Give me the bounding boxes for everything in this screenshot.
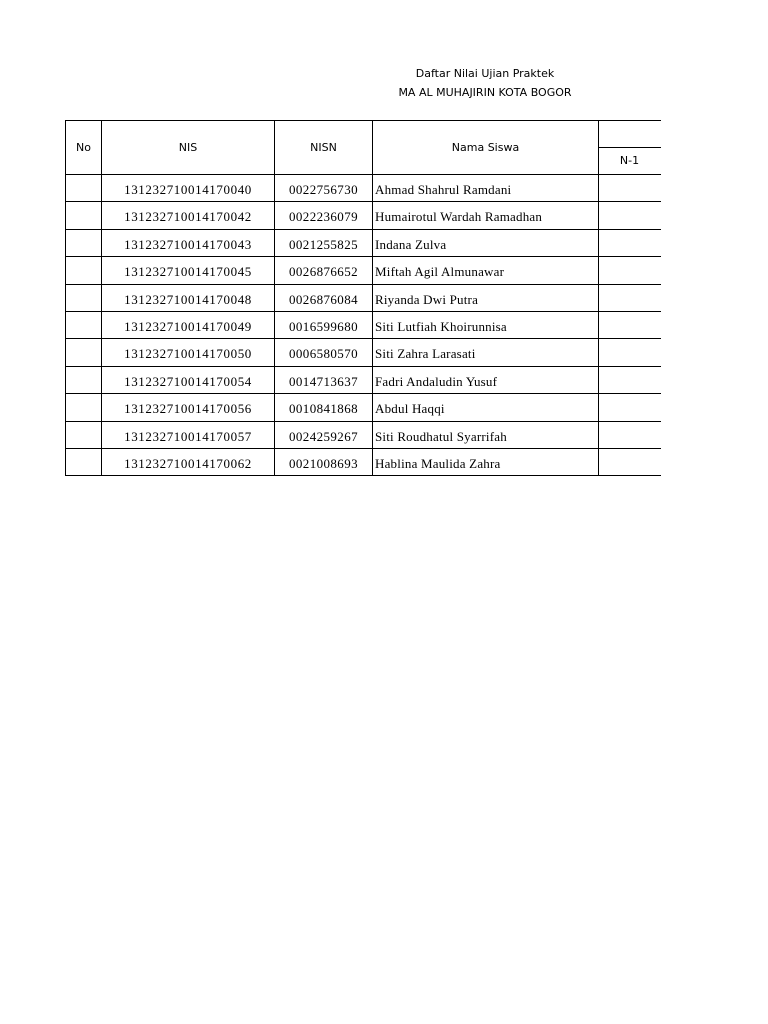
nis-cell: 131232710014170043 [124, 236, 252, 252]
row-divider [65, 256, 661, 257]
nisn-cell: 0010841868 [289, 400, 358, 416]
row-divider [65, 284, 661, 285]
row-divider [65, 201, 661, 202]
school-name: MA AL MUHAJIRIN KOTA BOGOR [398, 86, 572, 99]
row-divider [65, 421, 661, 422]
student-name-cell: Abdul Haqqi [375, 400, 445, 416]
nis-cell: 131232710014170057 [124, 428, 252, 444]
student-name-cell: Siti Roudhatul Syarrifah [375, 428, 507, 444]
row-divider [65, 393, 661, 394]
student-name-cell: Ahmad Shahrul Ramdani [375, 181, 512, 197]
column-divider [101, 120, 102, 476]
student-name-cell: Siti Zahra Larasati [375, 345, 476, 361]
nisn-cell: 0026876084 [289, 291, 358, 307]
nis-cell: 131232710014170048 [124, 291, 252, 307]
header-no: No [76, 141, 91, 154]
row-divider [65, 366, 661, 367]
row-divider [65, 448, 661, 449]
nisn-cell: 0022236079 [289, 208, 358, 224]
student-name-cell: Siti Lutfiah Khoirunnisa [375, 318, 507, 334]
student-name-cell: Miftah Agil Almunawar [375, 263, 505, 279]
student-name-cell: Riyanda Dwi Putra [375, 291, 479, 307]
table-bottom-border [65, 475, 661, 476]
nisn-cell: 0006580570 [289, 345, 358, 361]
nisn-cell: 0021008693 [289, 455, 358, 471]
row-divider [65, 338, 661, 339]
nisn-cell: 0024259267 [289, 428, 358, 444]
nisn-cell: 0026876652 [289, 263, 358, 279]
document-title: Daftar Nilai Ujian Praktek [415, 67, 555, 80]
header-n1: N-1 [619, 154, 640, 167]
header-nisn: NISN [310, 141, 337, 154]
nisn-cell: 0016599680 [289, 318, 358, 334]
nisn-cell: 0022756730 [289, 181, 358, 197]
nis-cell: 131232710014170049 [124, 318, 252, 334]
column-divider [372, 120, 373, 476]
nis-cell: 131232710014170056 [124, 400, 252, 416]
header-nis: NIS [178, 141, 198, 154]
column-divider [274, 120, 275, 476]
header-nama-siswa: Nama Siswa [451, 141, 520, 154]
nisn-cell: 0014713637 [289, 373, 358, 389]
nis-cell: 131232710014170062 [124, 455, 252, 471]
nis-cell: 131232710014170042 [124, 208, 252, 224]
nis-cell: 131232710014170040 [124, 181, 252, 197]
nis-cell: 131232710014170054 [124, 373, 252, 389]
nis-cell: 131232710014170045 [124, 263, 252, 279]
column-divider [598, 120, 599, 476]
student-name-cell: Fadri Andaludin Yusuf [375, 373, 498, 389]
student-name-cell: Indana Zulva [375, 236, 447, 252]
row-divider [65, 229, 661, 230]
nisn-cell: 0021255825 [289, 236, 358, 252]
row-divider [65, 174, 661, 175]
row-divider [65, 311, 661, 312]
nis-cell: 131232710014170050 [124, 345, 252, 361]
student-name-cell: Hablina Maulida Zahra [375, 455, 501, 471]
column-divider [65, 120, 66, 476]
subheader-divider [598, 147, 661, 148]
student-name-cell: Humairotul Wardah Ramadhan [375, 208, 543, 224]
table-top-border [65, 120, 661, 121]
